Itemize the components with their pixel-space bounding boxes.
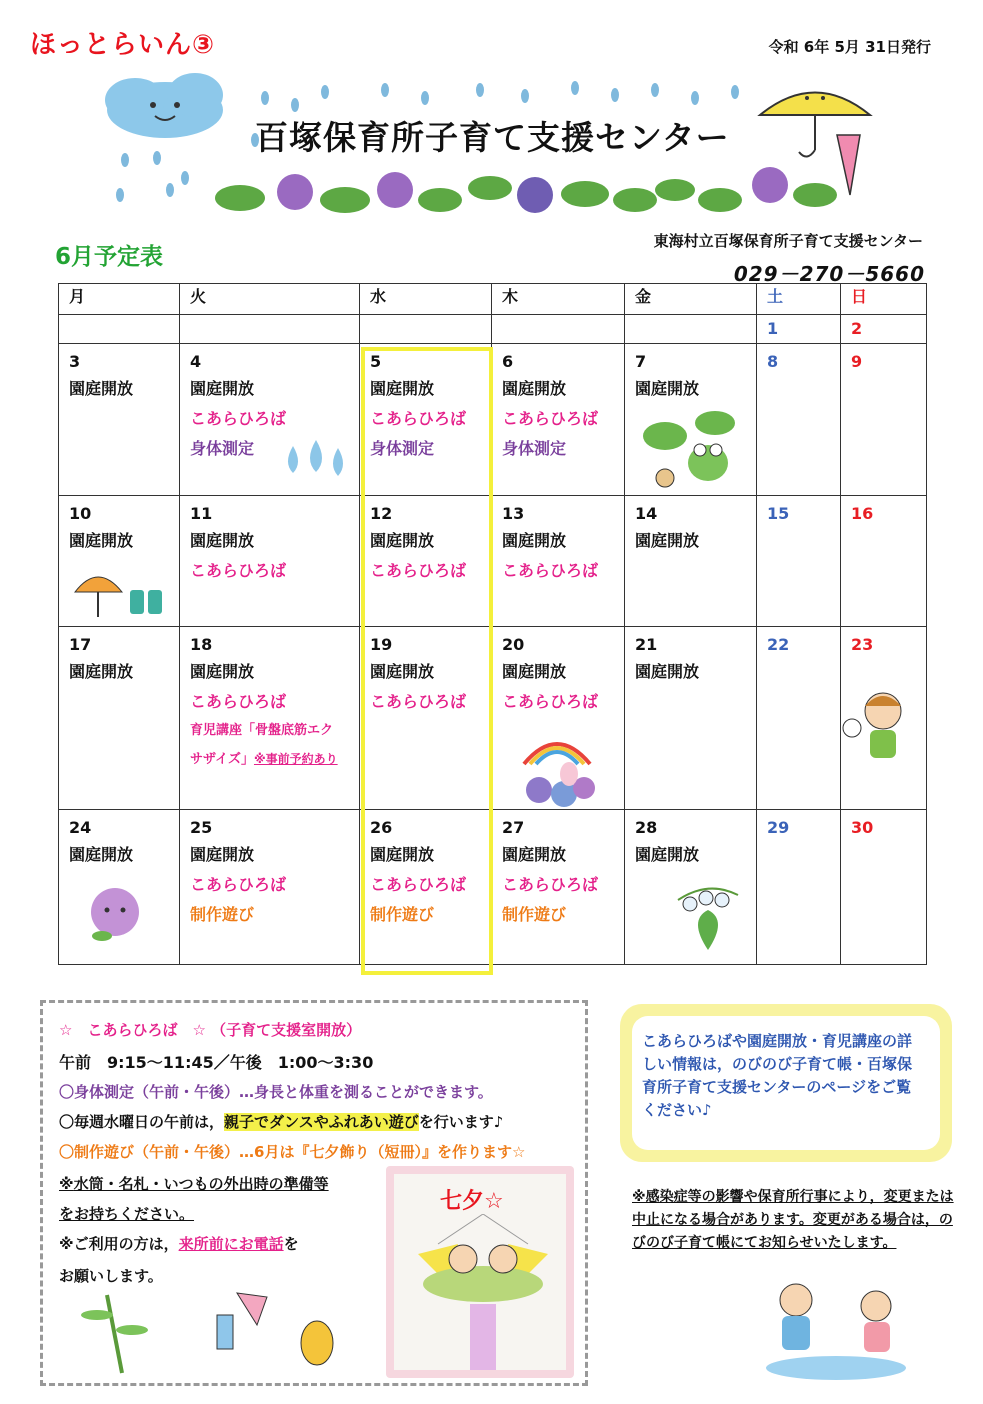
day-number: 5 bbox=[370, 352, 382, 371]
rainbow-and-hydrangea-icon bbox=[514, 724, 600, 808]
calendar-day-cell bbox=[180, 496, 360, 627]
closed-umbrella-icon bbox=[837, 135, 860, 195]
weekday-thu: 木 bbox=[492, 284, 625, 315]
calendar-day-cell bbox=[360, 344, 492, 496]
info-call-post: を bbox=[283, 1235, 299, 1253]
center-name: 東海村立百塚保育所子育て支援センター bbox=[653, 232, 923, 250]
calendar-event: 園庭開放 bbox=[190, 845, 255, 864]
day-number: 9 bbox=[851, 352, 863, 371]
calendar-event: 園庭開放 bbox=[370, 662, 435, 681]
tanabata-photo bbox=[386, 1166, 574, 1378]
child-with-teruteru-icon bbox=[838, 686, 914, 768]
calendar-day-cell bbox=[360, 315, 492, 344]
calendar-day-cell bbox=[757, 344, 841, 496]
day-number: 24 bbox=[69, 818, 92, 837]
calendar-day-cell bbox=[625, 627, 757, 810]
lecture-event: 育児講座「骨盤底筋エク bbox=[190, 723, 334, 738]
calendar-event: 園庭開放 bbox=[502, 662, 567, 681]
info-title: ☆ こあらひろば ☆ bbox=[59, 1021, 206, 1039]
calendar-day-cell bbox=[180, 315, 360, 344]
day-number: 21 bbox=[635, 635, 658, 654]
schedule-title: 6月予定表 bbox=[55, 244, 164, 270]
day-number: 11 bbox=[190, 504, 213, 523]
calendar-event: こあらひろば bbox=[190, 409, 287, 428]
banner-title: 百塚保育所子育て支援センター bbox=[255, 118, 730, 157]
info-title-sub: （子育て支援室開放） bbox=[211, 1021, 362, 1039]
children-playing-in-rain-icon bbox=[756, 1272, 920, 1384]
day-number: 8 bbox=[767, 352, 779, 371]
newsletter-name: ほっとらいん③ bbox=[30, 30, 216, 60]
day-number: 26 bbox=[370, 818, 393, 837]
calendar-event: こあらひろば bbox=[502, 561, 599, 580]
calendar-day-cell bbox=[360, 627, 492, 810]
info-call-2: お願いします。 bbox=[59, 1267, 163, 1285]
day-number bbox=[59, 315, 179, 341]
tanabata-craft-image bbox=[408, 1214, 558, 1374]
weekday-sun: 日 bbox=[841, 284, 927, 315]
day-number: 4 bbox=[190, 352, 202, 371]
calendar-event: こあらひろば bbox=[370, 875, 467, 894]
info-bring-mark: ※ bbox=[59, 1175, 74, 1193]
info-wed-highlight: 親子でダンスやふれあい遊び bbox=[224, 1113, 419, 1131]
day-number bbox=[625, 315, 756, 341]
cloud-icon bbox=[105, 73, 223, 138]
calendar-event: 園庭開放 bbox=[69, 531, 134, 550]
calendar-day-cell bbox=[180, 627, 360, 810]
calendar-event: 園庭開放 bbox=[69, 379, 134, 398]
calendar-event: こあらひろば bbox=[502, 875, 599, 894]
contact-text: こあらひろばや園庭開放・育児講座の詳しい情報は，のびのび子育て帳・百塚保育所子育て支援センターのページをご覧ください♪ bbox=[642, 1032, 913, 1119]
info-craft: 〇制作遊び（午前・午後）…6月は『七夕飾り（短冊）』を作ります☆ bbox=[59, 1143, 526, 1161]
change-notice: ※感染症等の影響や保育所行事により，変更または中止になる場合があります。変更がある場合は，のびのび子育て帳にてお知らせいたします。 bbox=[632, 1189, 954, 1251]
calendar-event: 園庭開放 bbox=[69, 662, 134, 681]
calendar-day-cell bbox=[841, 496, 927, 627]
day-number: 1 bbox=[767, 319, 779, 338]
day-number: 2 bbox=[851, 319, 863, 338]
calendar-day-cell bbox=[757, 496, 841, 627]
calendar-day-cell bbox=[492, 315, 625, 344]
day-number: 14 bbox=[635, 504, 658, 523]
calendar-event: 園庭開放 bbox=[635, 531, 700, 550]
calendar-event: 園庭開放 bbox=[190, 662, 255, 681]
day-number: 18 bbox=[190, 635, 213, 654]
day-number: 30 bbox=[851, 818, 874, 837]
issue-date: 令和 6年 5月 31日発行 bbox=[768, 38, 931, 56]
calendar-body bbox=[59, 315, 927, 965]
lecture-event-tail: サザイズ」 bbox=[190, 752, 254, 767]
contact-info-box bbox=[620, 1004, 952, 1162]
day-number: 3 bbox=[69, 352, 81, 371]
day-number: 19 bbox=[370, 635, 393, 654]
calendar-event: 身体測定 bbox=[370, 439, 435, 458]
calendar-event: 身体測定 bbox=[502, 439, 567, 458]
calendar-day-cell bbox=[625, 315, 757, 344]
info-call-pre: ※ご利用の方は， bbox=[59, 1235, 179, 1253]
day-number: 20 bbox=[502, 635, 525, 654]
calendar-event: こあらひろば bbox=[370, 692, 467, 711]
frog-and-snail-icon bbox=[640, 408, 740, 490]
lily-of-the-valley-icon bbox=[668, 880, 748, 956]
calendar-event: 園庭開放 bbox=[635, 379, 700, 398]
calendar-event: 園庭開放 bbox=[69, 845, 134, 864]
calendar-event: こあらひろば bbox=[370, 409, 467, 428]
day-number: 12 bbox=[370, 504, 393, 523]
weekday-header-row bbox=[59, 284, 927, 315]
calendar-day-cell bbox=[492, 344, 625, 496]
weekday-fri: 金 bbox=[625, 284, 757, 315]
calendar-event: こあらひろば bbox=[190, 875, 287, 894]
calendar-day-cell bbox=[757, 315, 841, 344]
day-number: 7 bbox=[635, 352, 647, 371]
calendar-week-row bbox=[59, 627, 927, 810]
photo-caption: 七夕☆ bbox=[440, 1189, 504, 1214]
hydrangea-character-icon bbox=[84, 884, 146, 946]
day-number bbox=[180, 315, 359, 341]
calendar-event: 園庭開放 bbox=[502, 845, 567, 864]
calendar-event: 園庭開放 bbox=[502, 379, 567, 398]
weekday-sat: 土 bbox=[757, 284, 841, 315]
calendar-day-cell bbox=[757, 810, 841, 965]
calendar-event: 園庭開放 bbox=[370, 379, 435, 398]
calendar-event: 制作遊び bbox=[370, 905, 435, 924]
calendar-week-row bbox=[59, 496, 927, 627]
calendar-event: 園庭開放 bbox=[190, 379, 255, 398]
day-number: 15 bbox=[767, 504, 790, 523]
calendar-day-cell bbox=[360, 496, 492, 627]
calendar-day-cell bbox=[59, 315, 180, 344]
calendar-event: こあらひろば bbox=[190, 561, 287, 580]
weekday-wed: 水 bbox=[360, 284, 492, 315]
calendar-event: こあらひろば bbox=[190, 692, 287, 711]
calendar-event: 身体測定 bbox=[190, 439, 255, 458]
calendar-day-cell bbox=[59, 627, 180, 810]
day-number: 17 bbox=[69, 635, 92, 654]
calendar-event: 園庭開放 bbox=[190, 531, 255, 550]
calendar-event: 園庭開放 bbox=[635, 845, 700, 864]
calendar-day-cell bbox=[841, 344, 927, 496]
day-number: 27 bbox=[502, 818, 525, 837]
calendar-event: 園庭開放 bbox=[635, 662, 700, 681]
day-number bbox=[360, 315, 491, 341]
calendar-week-row bbox=[59, 810, 927, 965]
info-hours: 午前 9:15～11:45／午後 1:00～3:30 bbox=[59, 1053, 374, 1072]
info-call-highlight: 来所前にお電話 bbox=[178, 1235, 284, 1253]
june-calendar bbox=[58, 283, 927, 965]
day-number: 23 bbox=[851, 635, 874, 654]
info-bring-2: をお持ちください。 bbox=[59, 1205, 195, 1223]
weekday-tue: 火 bbox=[180, 284, 360, 315]
day-number: 6 bbox=[502, 352, 514, 371]
calendar-event: 制作遊び bbox=[502, 905, 567, 924]
calendar-day-cell bbox=[492, 496, 625, 627]
calendar-event: 制作遊び bbox=[190, 905, 255, 924]
info-measure: 〇身体測定（午前・午後）…身長と体重を測ることができます。 bbox=[59, 1083, 493, 1101]
day-number bbox=[492, 315, 624, 341]
calendar-event: 園庭開放 bbox=[370, 845, 435, 864]
lecture-event-cont bbox=[180, 745, 359, 774]
calendar-day-cell bbox=[841, 810, 927, 965]
day-number: 16 bbox=[851, 504, 874, 523]
calendar-day-cell bbox=[59, 344, 180, 496]
info-wed-pre: 〇毎週水曜日の午前は， bbox=[59, 1113, 225, 1131]
info-bring-1: 水筒・名札・いつもの外出時の準備等 bbox=[73, 1175, 329, 1193]
tanabata-illustrations-icon bbox=[67, 1285, 377, 1375]
calendar-event: こあらひろば bbox=[370, 561, 467, 580]
hydrangea-leaves bbox=[215, 167, 837, 213]
calendar-week-row bbox=[59, 344, 927, 496]
day-number: 29 bbox=[767, 818, 790, 837]
calendar-event: こあらひろば bbox=[502, 692, 599, 711]
day-number: 22 bbox=[767, 635, 790, 654]
umbrella-and-boots-icon bbox=[70, 562, 170, 622]
calendar-day-cell bbox=[360, 810, 492, 965]
weekday-mon: 月 bbox=[59, 284, 180, 315]
calendar-day-cell bbox=[841, 315, 927, 344]
day-number: 13 bbox=[502, 504, 525, 523]
day-number: 25 bbox=[190, 818, 213, 837]
day-number: 10 bbox=[69, 504, 92, 523]
calendar-event: 園庭開放 bbox=[370, 531, 435, 550]
day-number: 28 bbox=[635, 818, 658, 837]
calendar-week-row bbox=[59, 315, 927, 344]
phone-number: 029－270－5660 bbox=[733, 262, 925, 286]
info-wed-post: を行います♪ bbox=[418, 1113, 504, 1131]
calendar-event: こあらひろば bbox=[502, 409, 599, 428]
calendar-day-cell bbox=[757, 627, 841, 810]
calendar-day-cell bbox=[492, 810, 625, 965]
calendar-day-cell bbox=[625, 496, 757, 627]
calendar-day-cell bbox=[180, 810, 360, 965]
reservation-note: ※事前予約あり bbox=[253, 752, 338, 766]
raindrop-characters-icon bbox=[278, 438, 350, 488]
calendar-event: 園庭開放 bbox=[502, 531, 567, 550]
